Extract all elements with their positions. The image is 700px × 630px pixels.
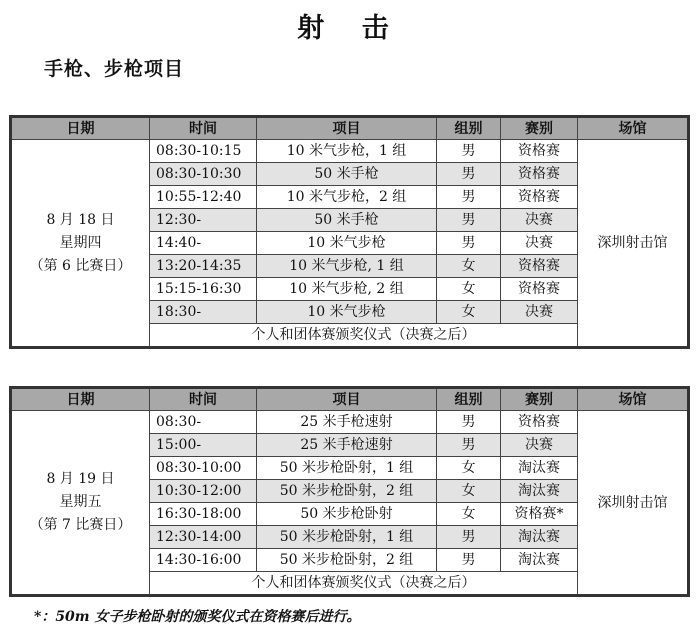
time-cell: 15:00- [150, 434, 257, 457]
schedule-table-day-2 [9, 386, 690, 597]
date-line: 8 月 19 日 [46, 471, 115, 487]
time-cell: 10:30-12:00 [150, 480, 257, 503]
event-cell: 50 米步枪卧射，2 组 [257, 480, 437, 503]
time-cell: 14:40- [150, 232, 257, 255]
group-cell: 男 [437, 186, 501, 209]
venue-cell: 深圳射击馆 [578, 411, 689, 596]
event-cell: 50 米手枪 [257, 163, 437, 186]
time-cell: 12:30- [150, 209, 257, 232]
group-cell: 男 [437, 232, 501, 255]
weekday-line: 星期五 [59, 494, 102, 510]
event-cell: 10 米气步枪，1 组 [257, 140, 437, 163]
stage-cell: 资格赛* [501, 503, 578, 526]
group-cell: 女 [437, 255, 501, 278]
event-cell: 50 米步枪卧射，1 组 [257, 526, 437, 549]
event-cell: 25 米手枪速射 [257, 434, 437, 457]
stage-cell: 资格赛 [501, 255, 578, 278]
header-date: 日期 [11, 117, 150, 140]
date-cell [11, 140, 150, 348]
event-cell: 50 米步枪卧射，2 组 [257, 549, 437, 572]
group-cell: 女 [437, 480, 501, 503]
stage-cell: 决赛 [501, 209, 578, 232]
section-title: 手枪、步枪项目 [44, 58, 185, 80]
stage-cell: 决赛 [501, 301, 578, 324]
stage-cell: 决赛 [501, 232, 578, 255]
time-cell: 15:15-16:30 [150, 278, 257, 301]
time-cell: 08:30-10:30 [150, 163, 257, 186]
event-cell: 10 米气步枪, 2 组 [257, 278, 437, 301]
stage-cell: 淘汰赛 [501, 549, 578, 572]
header-time: 时间 [150, 117, 257, 140]
group-cell: 女 [437, 457, 501, 480]
header-group: 组别 [437, 388, 501, 411]
weekday-line: 星期四 [59, 234, 102, 251]
page-title: 射 击 [297, 13, 403, 44]
footnote: *：50m 女子步枪卧射的颁奖仪式在资格赛后进行。 [34, 609, 361, 625]
time-cell: 08:30-10:15 [150, 140, 257, 163]
event-cell: 10 米气步枪 [257, 301, 437, 324]
time-cell: 08:30- [150, 411, 257, 434]
header-stage: 赛别 [501, 388, 578, 411]
group-cell: 女 [437, 301, 501, 324]
time-cell: 10:55-12:40 [150, 186, 257, 209]
stage-cell: 资格赛 [501, 163, 578, 186]
header-venue: 场馆 [578, 388, 689, 411]
group-cell: 男 [437, 209, 501, 232]
stage-cell: 资格赛 [501, 186, 578, 209]
stage-cell: 资格赛 [501, 140, 578, 163]
stage-cell: 资格赛 [501, 411, 578, 434]
header-venue: 场馆 [578, 117, 689, 140]
event-cell: 50 米步枪卧射，1 组 [257, 457, 437, 480]
group-cell: 男 [437, 163, 501, 186]
group-cell: 男 [437, 549, 501, 572]
header-group: 组别 [437, 117, 501, 140]
header-stage: 赛别 [501, 117, 578, 140]
time-cell: 12:30-14:00 [150, 526, 257, 549]
group-cell: 男 [437, 411, 501, 434]
stage-cell: 决赛 [501, 434, 578, 457]
event-cell: 50 米手枪 [257, 209, 437, 232]
stage-cell: 淘汰赛 [501, 526, 578, 549]
table-row [11, 140, 689, 163]
header-event: 项目 [257, 117, 437, 140]
schedule-table-day-1 [9, 115, 690, 349]
time-cell: 13:20-14:35 [150, 255, 257, 278]
stage-cell: 淘汰赛 [501, 480, 578, 503]
group-cell: 男 [437, 140, 501, 163]
competition-day-line: （第 6 比赛日） [29, 257, 132, 274]
event-cell: 10 米气步枪 [257, 232, 437, 255]
event-cell: 10 米气步枪，2 组 [257, 186, 437, 209]
date-cell [11, 411, 150, 596]
competition-day-line: （第 7 比赛日） [29, 517, 132, 533]
header-time: 时间 [150, 388, 257, 411]
group-cell: 女 [437, 503, 501, 526]
date-line: 8 月 18 日 [46, 211, 115, 228]
table-row [11, 411, 689, 434]
event-cell: 50 米步枪卧射 [257, 503, 437, 526]
venue-cell: 深圳射击馆 [578, 140, 689, 348]
stage-cell: 淘汰赛 [501, 457, 578, 480]
ceremony-cell: 个人和团体赛颁奖仪式（决赛之后） [150, 324, 578, 348]
group-cell: 女 [437, 278, 501, 301]
time-cell: 18:30- [150, 301, 257, 324]
group-cell: 男 [437, 434, 501, 457]
table-header-row [11, 117, 689, 140]
group-cell: 男 [437, 526, 501, 549]
time-cell: 14:30-16:00 [150, 549, 257, 572]
event-cell: 10 米气步枪, 1 组 [257, 255, 437, 278]
time-cell: 16:30-18:00 [150, 503, 257, 526]
header-event: 项目 [257, 388, 437, 411]
time-cell: 08:30-10:00 [150, 457, 257, 480]
table-header-row [11, 388, 689, 411]
stage-cell: 资格赛 [501, 278, 578, 301]
event-cell: 25 米手枪速射 [257, 411, 437, 434]
ceremony-cell: 个人和团体赛颁奖仪式（决赛之后） [150, 572, 578, 596]
header-date: 日期 [11, 388, 150, 411]
